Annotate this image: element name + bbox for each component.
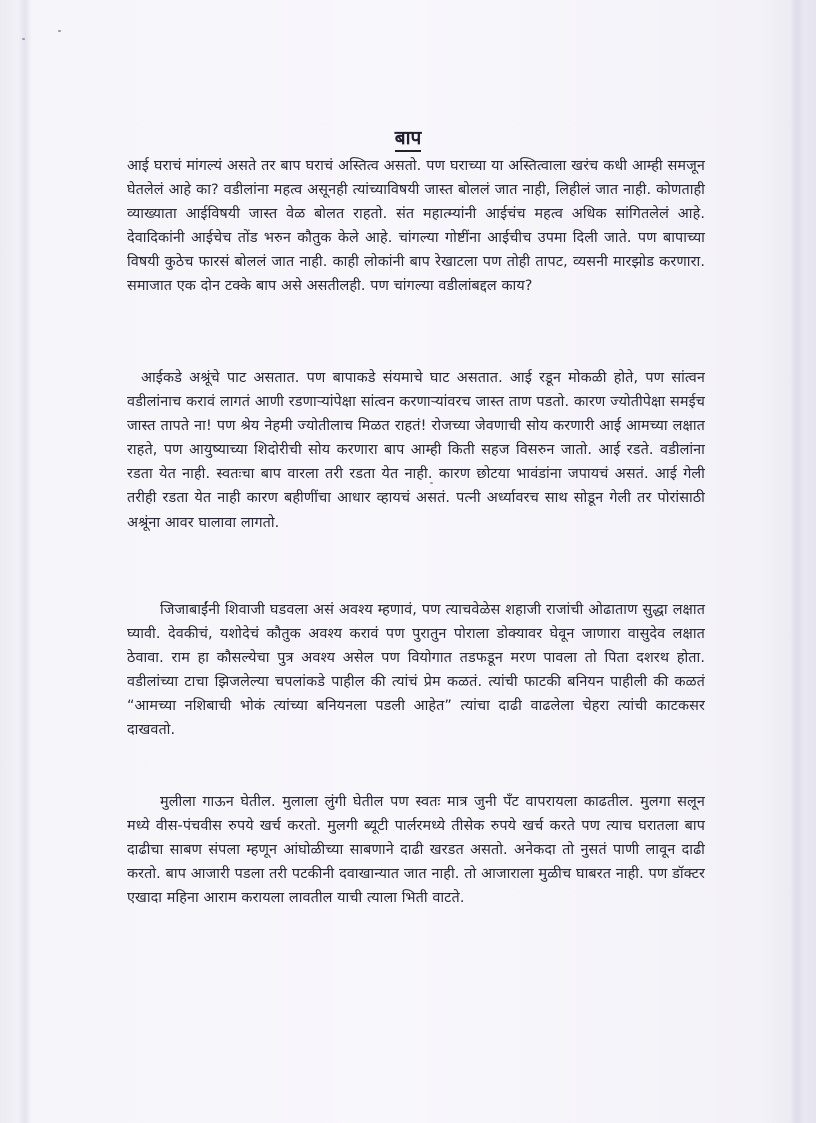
- paragraph-3: जिजाबाईंनी शिवाजी घडवला असं अवश्य म्हणावं, पण त्याचवेळेस शहाजी राजांची ओढाताण सुद्धा लक्षात घ्यावी. देवकीचं, यशोदेचं कौतुक अवश्य करावं पण पुरातुन पोराला डोक्यावर घेवून जाणारा वासुदेव लक्षात ठेवावा. राम हा कौसल्येचा पुत्र अवश्य असेल पण वियोगात तडफडून मरण पावला तो पिता दशरथ होता. वडीलांच्या टाचा झिजलेल्या चपलांकडे पाहील की त्यांचं प्रेम कळतं. त्यांची फाटकी बनियन पाहीली की कळतं “आमच्या नशिबाची भोकं त्यांच्या बनियनला पडली आहेत” त्यांचा दाढी वाढलेला चेहरा त्यांची काटकसर दाखवतो.: [127, 602, 705, 739]
- paragraph-2: आईकडे अश्रूंचे पाट असतात. पण बापाकडे संयमाचे घाट असतात. आई रडून मोकळी होते, पण सांत्वन वडीलांनाच करावं लागतं आणी रडणाऱ्यांपेक्षा सांत्वन करणाऱ्यांवरच जास्त ताण पडतो. कारण ज्योतीपेक्षा समईच जास्त तापते ना! पण श्रेय नेहमी ज्योतीलाच मिळत राहतं! रोजच्या जेवणाची सोय करणारी आई आमच्या लक्षात राहते, पण आयुष्याच्या शिदोरीची सोय करणारा बाप आम्ही किती सहज विसरुन जातो. आई रडते. वडीलांना रडता येत नाही. स्वतःचा बाप वारला तरी रडता येत नाही. कारण छोटया भावंडांना जपायचं असतं. आई गेली तरीही रडता येत नाही कारण बहीणींचा आधार व्हायचं असतं. पत्नी अर्ध्यावरच साथ सोडून गेली तर पोरांसाठी अश्रूंना आवर घालावा लागतो.: [127, 370, 705, 531]
- document-title-text: बाप: [395, 127, 422, 152]
- paragraph-4: मुलीला गाऊन घेतील. मुलाला लुंगी घेतील पण स्वतः मात्र जुनी पँट वापरायला काढतील. मुलगा सलून मध्ये वीस-पंचवीस रुपये खर्च करतो. मुलगी ब्यूटी पार्लरमध्ये तीसेक रुपये खर्च करते पण त्याच घरातला बाप दाढीचा साबण संपला म्हणून आंघोळीच्या साबणाने दाढी खरडत असतो. अनेकदा तो नुसतं पाणी लावून दाढी करतो. बाप आजारी पडला तरी पटकीनी दवाखान्यात जात नाही. तो आजाराला मुळीच घाबरत नाही. पण डॉक्टर एखादा महिना आराम करायला लावतील याची त्याला भिती वाटते.: [127, 794, 705, 907]
- paragraph-1: आई घराचं मांगल्यं असते तर बाप घराचं अस्तित्व असतो. पण घराच्या या अस्तित्वाला खरंच कधी आम्ही समजून घेतलेलं आहे का? वडीलांना महत्व असूनही त्यांच्याविषयी जास्त बोललं जात नाही, लिहीलं जात नाही. कोणताही व्याख्याता आईविषयी जास्त वेळ बोलत राहतो. संत महात्म्यांनी आईचंच महत्व अधिक सांगितलेलं आहे. देवादिकांनी आईचेच तोंड भरुन कौतुक केले आहे. चांगल्या गोष्टींना आईचीच उपमा दिली जाते. पण बापाच्या विषयी कुठेच फारसं बोललं जात नाही. काही लोकांनी बाप रेखाटला पण तोही तापट, व्यसनी मारझोड करणारा. समाजात एक दोन टक्के बाप असे असतीलही. पण चांगल्या वडीलांबद्दल काय?: [127, 158, 705, 295]
- scan-speck: [58, 30, 61, 32]
- page-edge-shadow: [18, 0, 32, 1123]
- scan-speck: [22, 38, 25, 40]
- page-edge-shadow: [790, 0, 804, 1123]
- document-title: [0, 124, 816, 150]
